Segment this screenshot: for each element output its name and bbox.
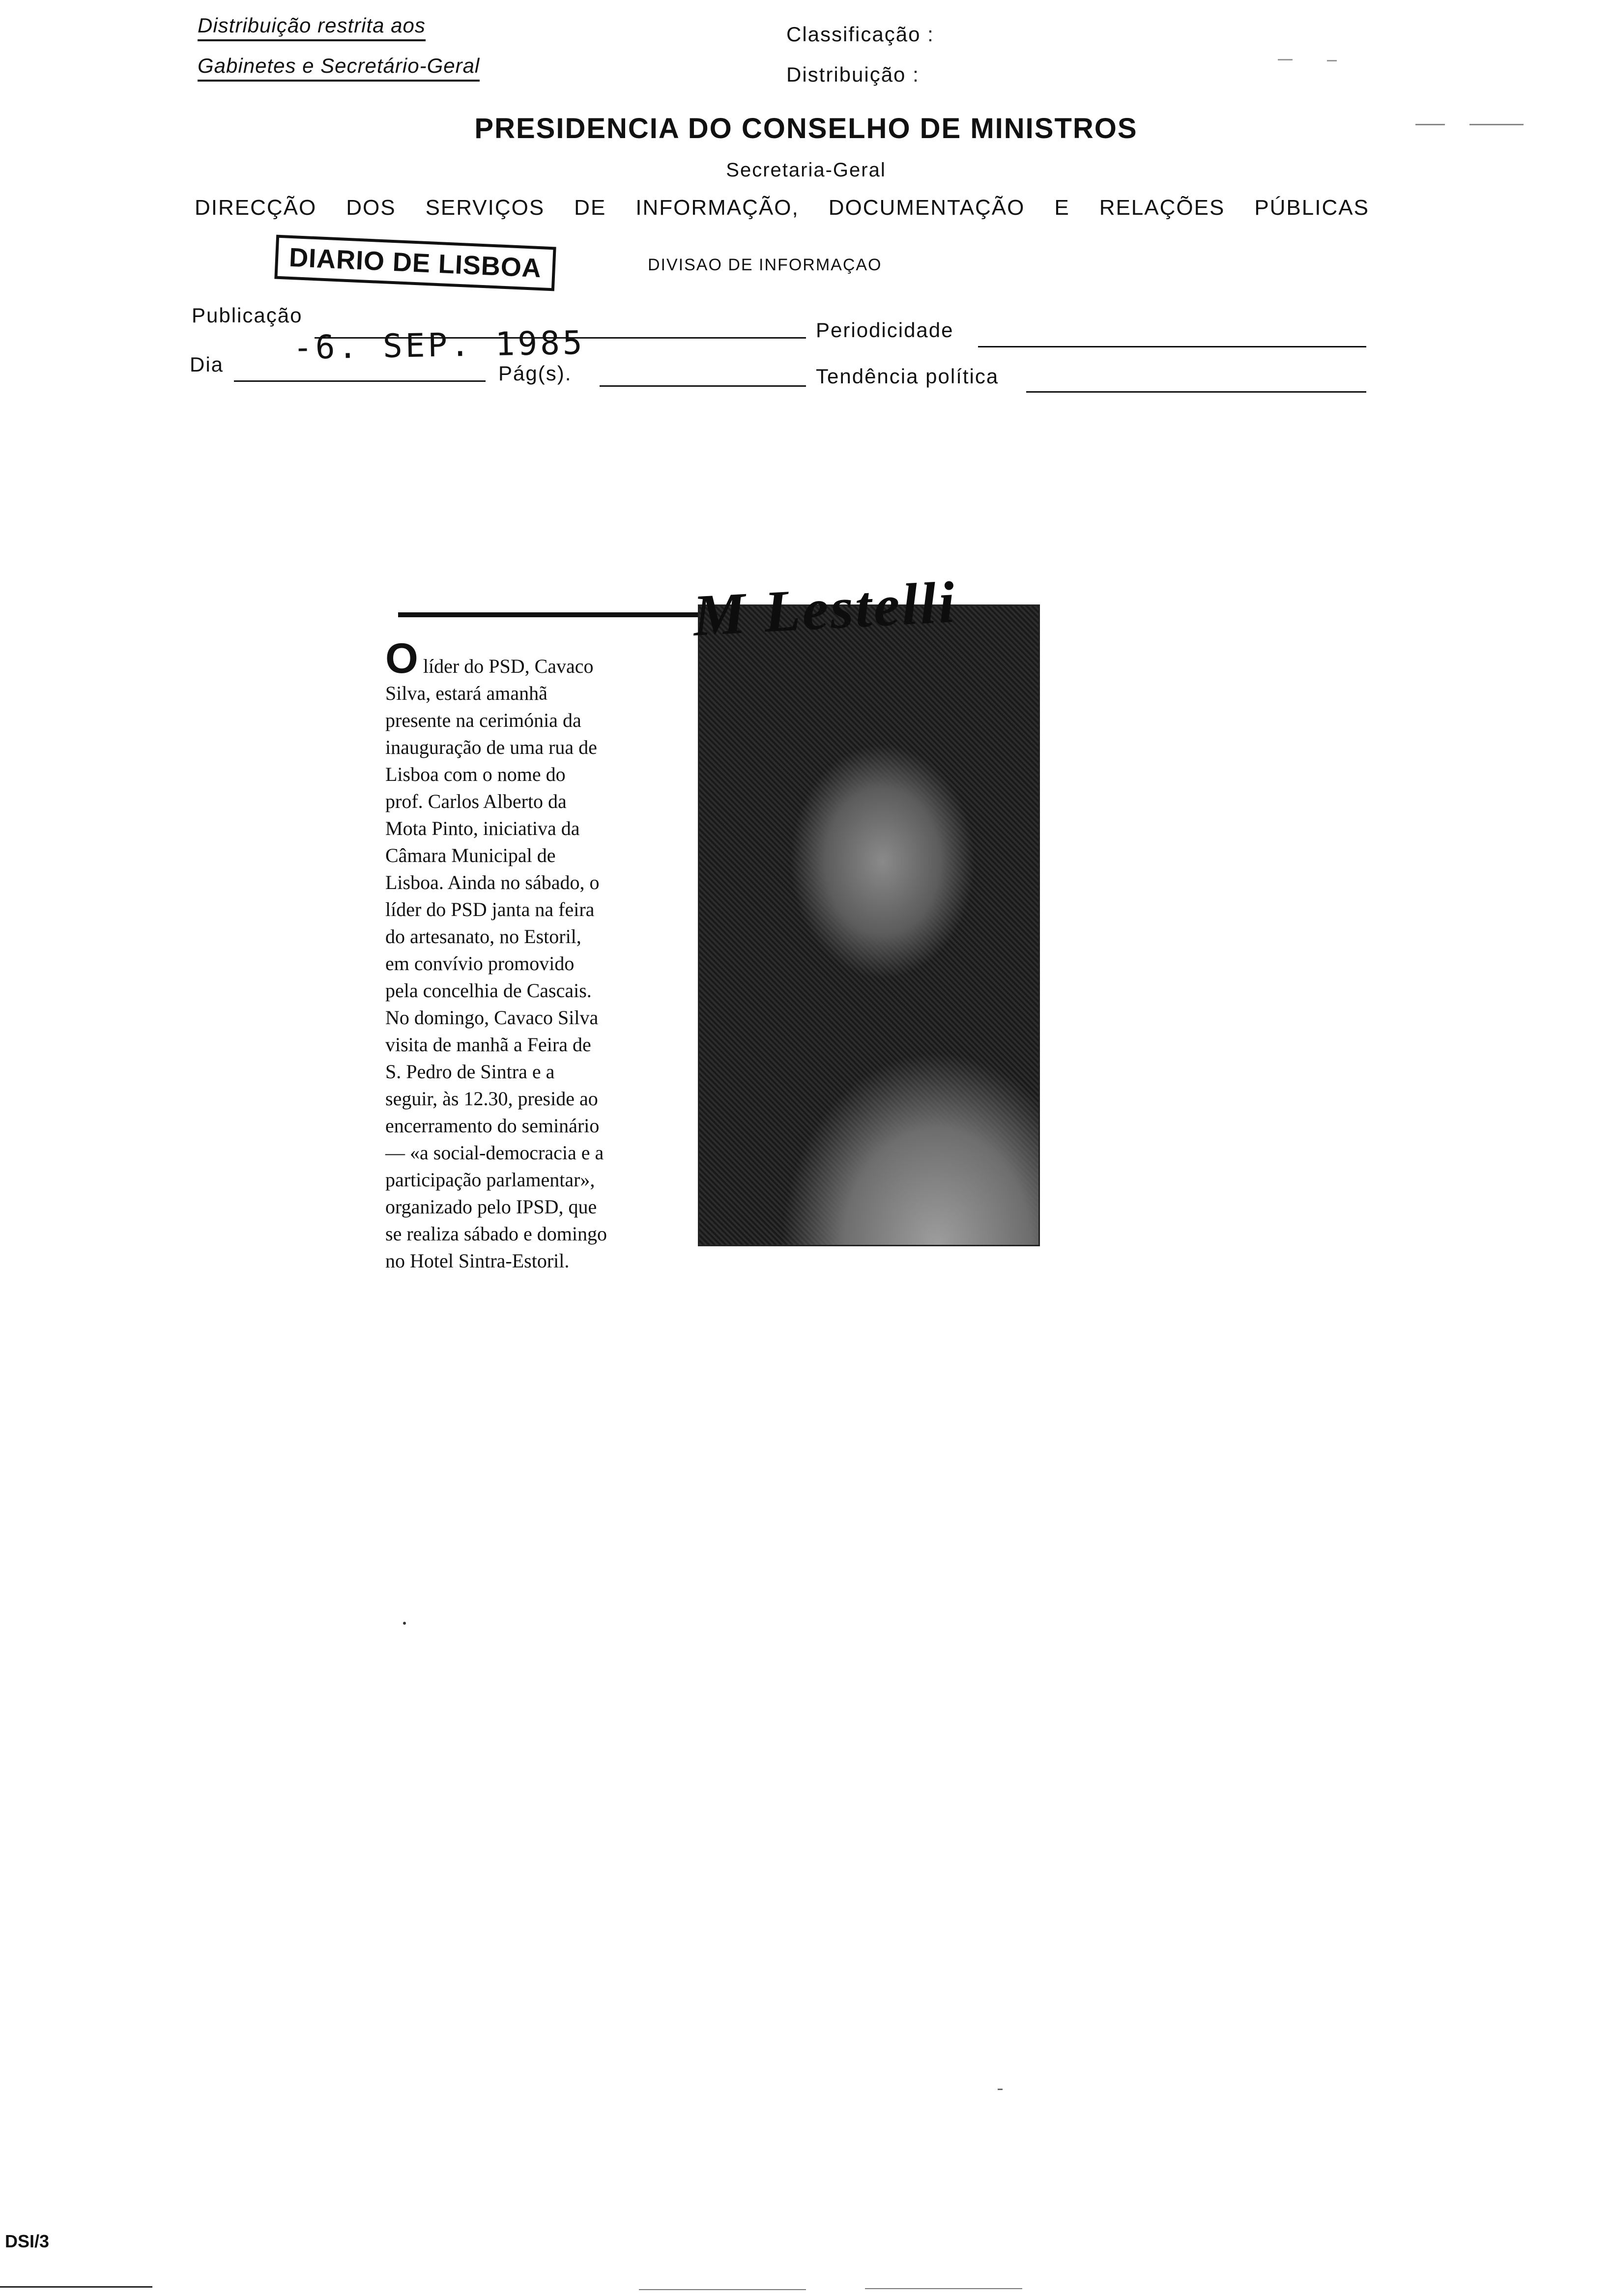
- dia-label: Dia: [190, 353, 224, 376]
- news-photo: [698, 604, 1040, 1246]
- scan-speck: [998, 2089, 1003, 2090]
- classificacao-label: Classificação :: [786, 23, 934, 46]
- direccao-word: RELAÇÕES: [1099, 196, 1225, 220]
- news-clipping: [369, 569, 1047, 1272]
- scan-mark: [1278, 59, 1293, 60]
- page-subtitle: Secretaria-Geral: [726, 159, 886, 181]
- pags-fill-line: [600, 385, 806, 387]
- distribution-note-line2: Gabinetes e Secretário-Geral: [198, 54, 480, 82]
- direccao-word: SERVIÇOS: [425, 196, 545, 220]
- tendencia-fill-line: [1026, 391, 1366, 393]
- scan-edge-line: [865, 2288, 1022, 2289]
- date-stamp: -6. SEP. 1985: [292, 323, 586, 367]
- handwritten-annotation: M Lestelli: [691, 569, 958, 648]
- dia-fill-line: [234, 380, 486, 382]
- pags-label: Pág(s).: [498, 362, 572, 385]
- article-body: líder do PSD, Cavaco Silva, estará amanhã presente na cerimónia da inauguração de uma rua de Lisboa com o nome do prof. Carlos Alberto da Mota Pinto, iniciativa da Câmara Municipal de Lisboa. Ainda no sábado, o líder do PSD janta na feira do artesanato, no Estoril, em convívio promovido pela concelhia de Cascais. No domingo, Cavaco Silva visita de manhã a Feira de S. Pedro de Sintra e a seguir, às 12.30, preside ao encerramento do seminário — «a social-democracia e a participação parlamentar», organizado pelo IPSD, que se realiza sábado e domingo no Hotel Sintra-Estoril.: [385, 655, 607, 1272]
- clipping-article: [385, 614, 700, 1274]
- direccao-word: E: [1054, 196, 1070, 220]
- direccao-word: INFORMAÇÃO,: [635, 196, 799, 220]
- periodicidade-fill-line: [978, 346, 1366, 347]
- scan-mark: [1327, 60, 1337, 61]
- direccao-word: PÚBLICAS: [1254, 196, 1369, 220]
- page-title: PRESIDENCIA DO CONSELHO DE MINISTROS: [474, 113, 1138, 144]
- scan-edge-line: [639, 2289, 806, 2290]
- distribuicao-label: Distribuição :: [786, 63, 920, 86]
- publication-stamp: DIARIO DE LISBOA: [274, 235, 556, 291]
- drop-cap: O: [385, 635, 418, 682]
- scan-speck: [403, 1622, 406, 1625]
- direccao-word: DE: [574, 196, 606, 220]
- form-code: DSI/3: [5, 2231, 50, 2251]
- scan-edge-line: [0, 2286, 152, 2288]
- direccao-word: DOS: [346, 196, 396, 220]
- distribution-note-line1: Distribuição restrita aos: [198, 14, 426, 41]
- publicacao-label: Publicação: [192, 304, 303, 327]
- periodicidade-label: Periodicidade: [816, 318, 954, 342]
- direccao-line: [195, 196, 1369, 220]
- tendencia-label: Tendência política: [816, 365, 999, 388]
- direccao-word: DOCUMENTAÇÃO: [828, 196, 1025, 220]
- direccao-word: DIRECÇÃO: [195, 196, 317, 220]
- divisao-label: DIVISAO DE INFORMAÇAO: [648, 256, 882, 274]
